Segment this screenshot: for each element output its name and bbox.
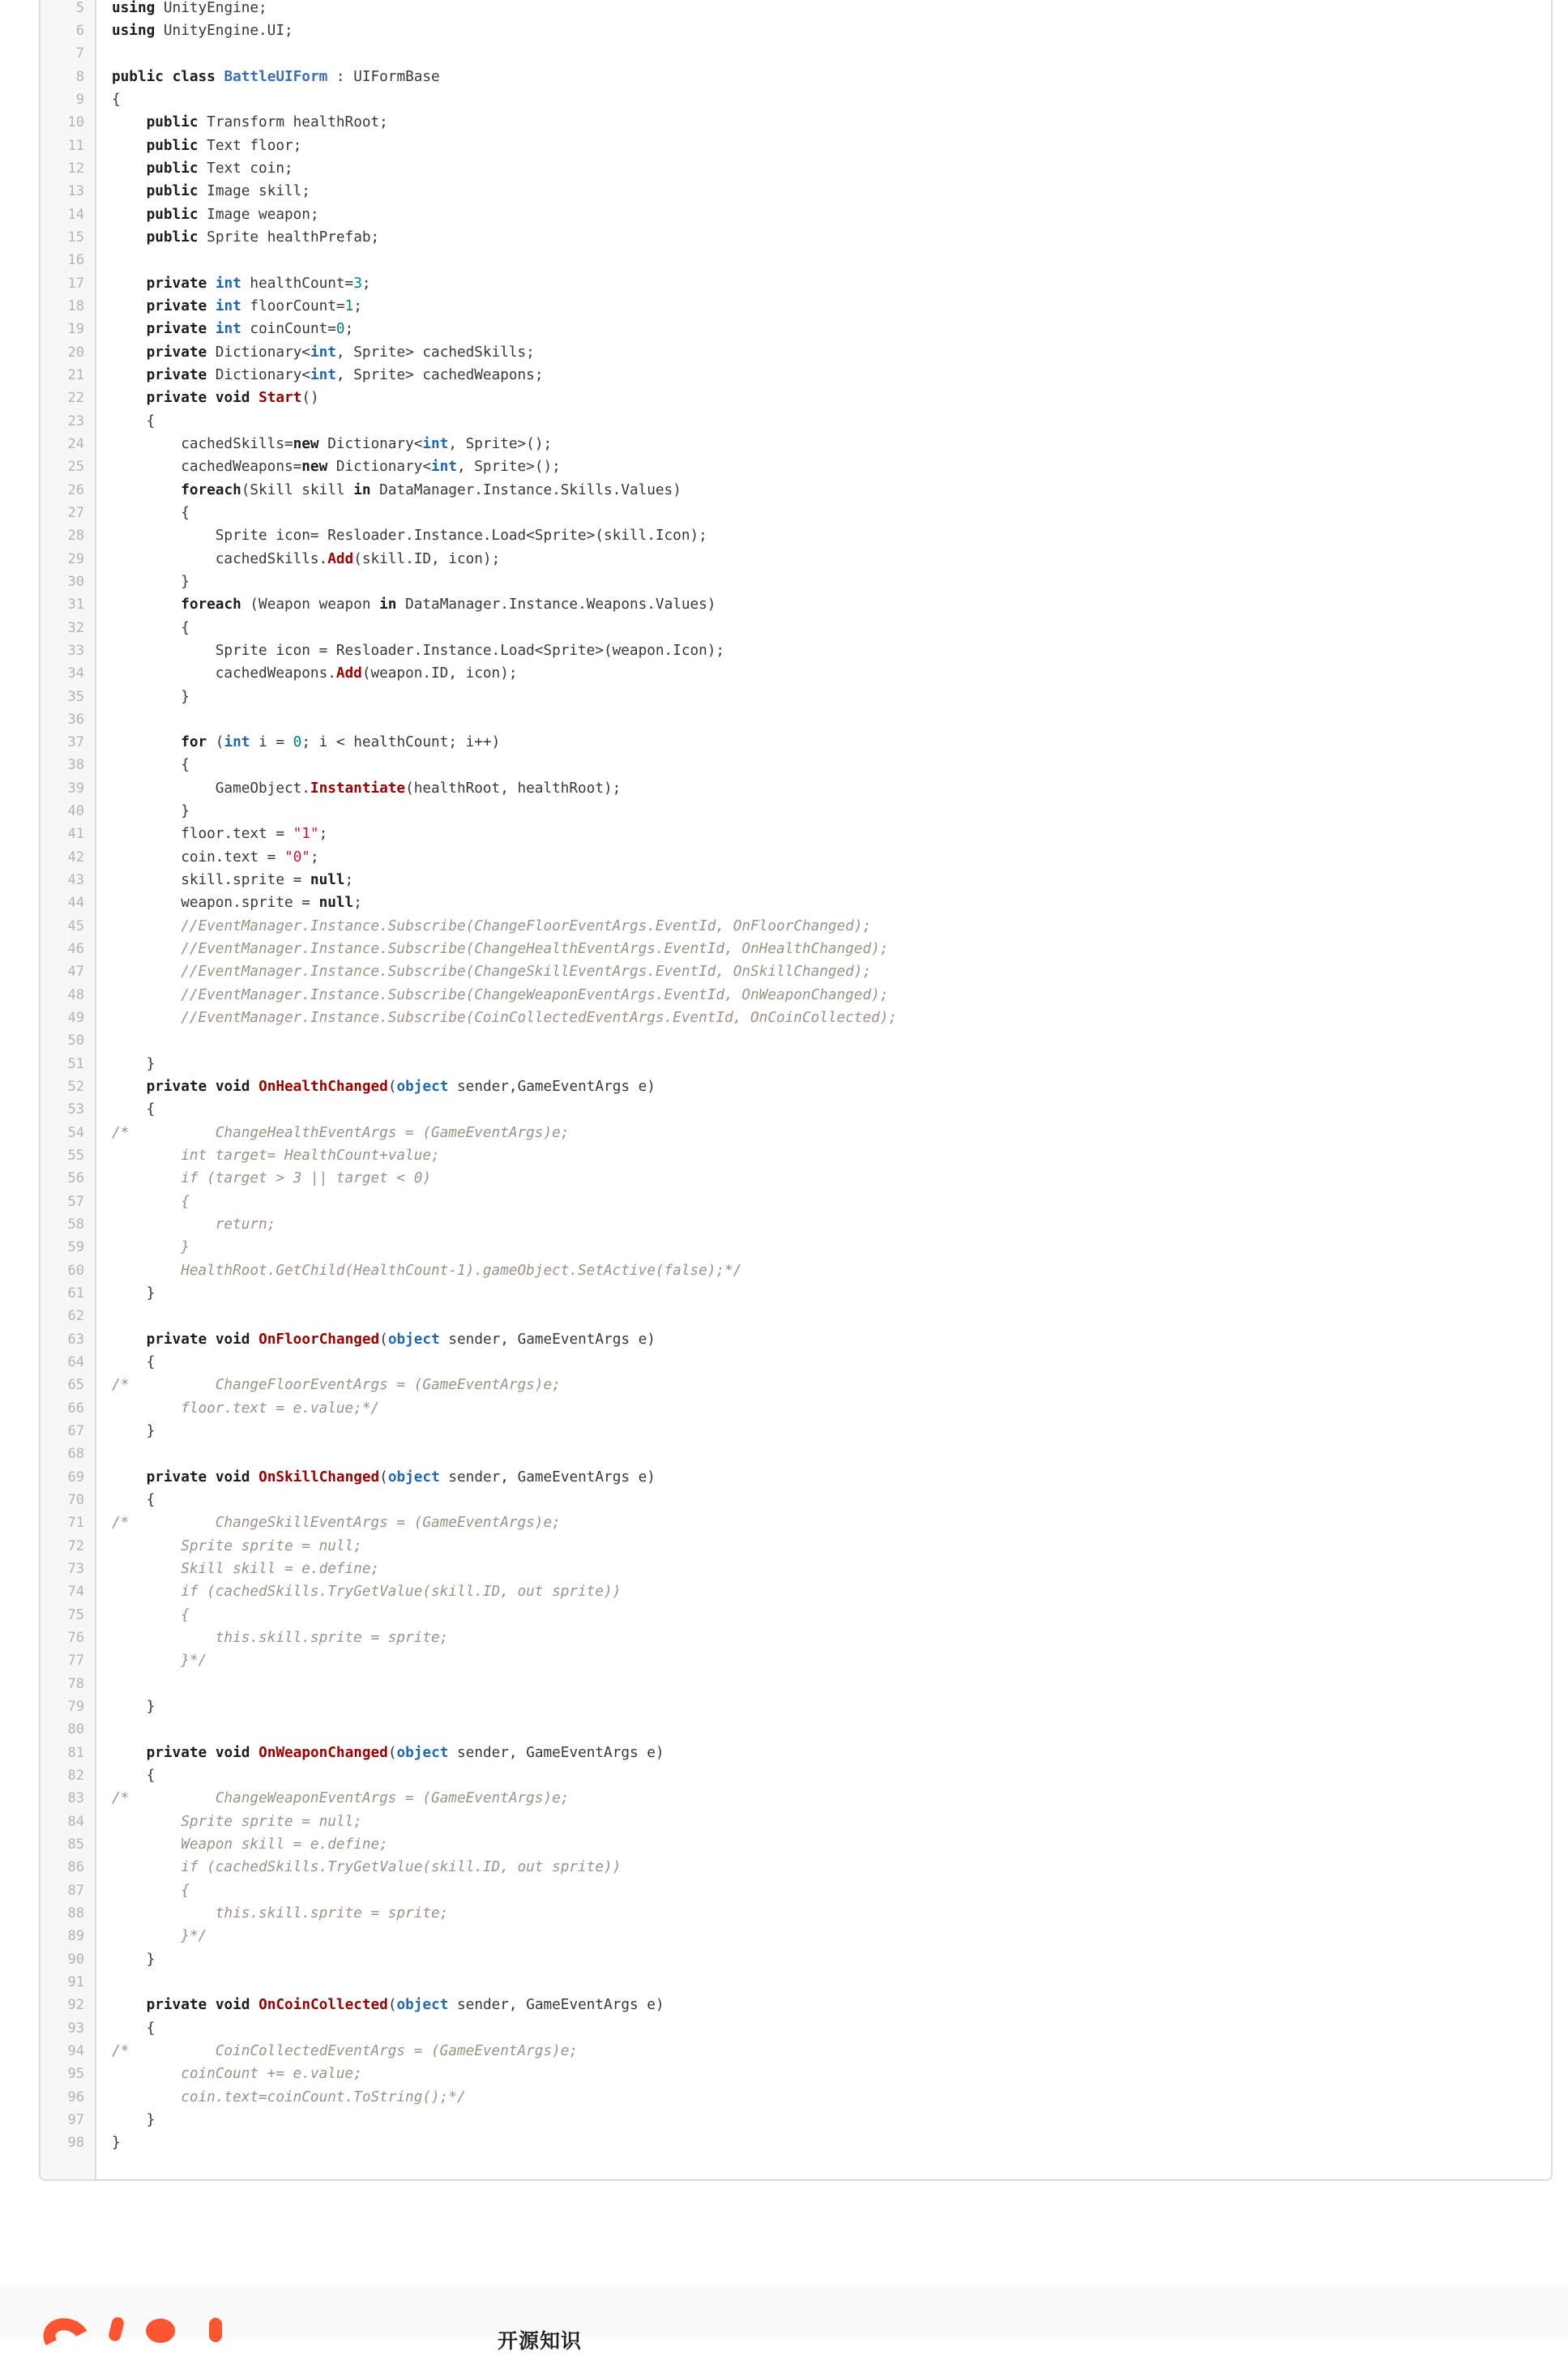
- line-number: 10: [67, 114, 84, 131]
- line-number: 98: [67, 2135, 84, 2152]
- code-line-content: {: [112, 619, 190, 636]
- line-number: 42: [67, 849, 84, 866]
- code-line: [41, 593, 1551, 616]
- code-line: [41, 318, 1551, 340]
- code-line: [41, 2017, 1551, 2040]
- code-line: [41, 639, 1551, 662]
- line-number: 62: [67, 1308, 84, 1325]
- code-line: [41, 708, 1551, 731]
- code-line: [41, 433, 1551, 455]
- code-line: [41, 203, 1551, 226]
- line-number: 77: [67, 1652, 84, 1669]
- code-line: [41, 0, 1551, 19]
- code-line: [41, 1374, 1551, 1396]
- code-line-content: Sprite icon = Resloader.Instance.Load<Sprite>(weapon.Icon);: [112, 642, 725, 659]
- code-line: [41, 571, 1551, 593]
- code-line: [41, 2086, 1551, 2109]
- code-line: [41, 1397, 1551, 1420]
- line-number: 76: [67, 1629, 84, 1646]
- code-line-content: //EventManager.Instance.Subscribe(ChangeFloorEventArgs.EventId, OnFloorChanged);: [181, 917, 872, 934]
- line-number: 23: [67, 413, 84, 430]
- line-number: 28: [67, 528, 84, 545]
- line-number: 61: [67, 1285, 84, 1302]
- line-number: 73: [67, 1560, 84, 1577]
- code-line: [41, 1718, 1551, 1741]
- code-line-content: [95, 1971, 1551, 1994]
- code-line: [41, 1443, 1551, 1465]
- line-number: 18: [67, 297, 84, 314]
- line-number: 8: [75, 68, 84, 85]
- code-line-content: cachedSkills=new Dictionary<int, Sprite>();: [112, 435, 553, 452]
- line-number: 5: [75, 0, 84, 16]
- code-line-content: [95, 1029, 1551, 1052]
- code-line-content: coinCount += e.value;: [112, 2066, 362, 2083]
- code-line-content: {: [112, 1101, 156, 1118]
- code-line: [41, 2040, 1551, 2063]
- code-line: [41, 387, 1551, 409]
- line-number: 29: [67, 550, 84, 567]
- line-number: 87: [67, 1882, 84, 1899]
- code-line: [41, 1511, 1551, 1534]
- line-number: 80: [67, 1721, 84, 1738]
- code-line: [41, 1098, 1551, 1121]
- line-number: 84: [67, 1813, 84, 1830]
- line-number: 6: [75, 22, 84, 39]
- line-number: 52: [67, 1079, 84, 1096]
- line-number: 88: [67, 1904, 84, 1922]
- code-line: [41, 984, 1551, 1007]
- code-line: [41, 1879, 1551, 1902]
- code-line-content: [95, 1718, 1551, 1741]
- line-number: 34: [67, 665, 84, 682]
- line-number: 70: [67, 1491, 84, 1508]
- line-number: 94: [67, 2042, 84, 2059]
- code-line-content: {: [112, 91, 121, 108]
- line-number: 55: [67, 1148, 84, 1165]
- code-line-content: cachedWeapons.Add(weapon.ID, icon);: [112, 665, 518, 682]
- code-line-content: [95, 249, 1551, 271]
- line-number: 7: [75, 45, 84, 62]
- code-line: [41, 1833, 1551, 1856]
- line-number: 26: [67, 481, 84, 498]
- code-line: [41, 2063, 1551, 2085]
- line-number: 72: [67, 1537, 84, 1554]
- line-number: 68: [67, 1446, 84, 1463]
- code-line: [41, 295, 1551, 318]
- code-line-content: for (int i = 0; i < healthCount; i++): [181, 734, 501, 751]
- code-line: [41, 1535, 1551, 1558]
- code-line-content: Weapon skill = e.define;: [112, 1836, 388, 1853]
- line-number: 16: [67, 252, 84, 269]
- code-line-content: public class BattleUIForm : UIFormBase: [112, 68, 440, 85]
- line-number: 33: [67, 642, 84, 659]
- code-line: [41, 272, 1551, 295]
- line-number: 30: [67, 573, 84, 590]
- line-number: 85: [67, 1836, 84, 1853]
- code-line: [41, 1695, 1551, 1718]
- line-number: 27: [67, 504, 84, 521]
- code-line: [41, 915, 1551, 938]
- line-number: 74: [67, 1584, 84, 1601]
- line-number: 20: [67, 344, 84, 361]
- code-line-content: private void OnWeaponChanged(object sender, GameEventArgs e): [146, 1744, 664, 1761]
- line-number: 63: [67, 1331, 84, 1348]
- code-line-content: {: [112, 413, 156, 430]
- code-line: [41, 1580, 1551, 1603]
- line-number: 11: [67, 137, 84, 154]
- code-line-content: }: [112, 2111, 156, 2128]
- code-line: [41, 180, 1551, 203]
- code-line: [41, 1742, 1551, 1764]
- line-number: 32: [67, 619, 84, 636]
- line-number: 59: [67, 1239, 84, 1256]
- line-number: 96: [67, 2088, 84, 2105]
- csdn-logo-c-arc-icon: [38, 2312, 95, 2364]
- page-footer: [0, 2287, 1568, 2353]
- line-number: 69: [67, 1468, 84, 1486]
- code-line: [41, 2131, 1551, 2154]
- code-line: [41, 869, 1551, 891]
- code-line-content: GameObject.Instantiate(healthRoot, healthRoot);: [112, 780, 622, 797]
- code-line: [41, 1673, 1551, 1695]
- line-number: 79: [67, 1698, 84, 1715]
- code-line: [41, 1764, 1551, 1787]
- code-line-content: }: [112, 803, 190, 820]
- code-line-content: private void OnSkillChanged(object sender, GameEventArgs e): [146, 1468, 656, 1486]
- code-line-content: }: [112, 1698, 156, 1715]
- line-number: 95: [67, 2066, 84, 2083]
- code-line-content: [95, 708, 1551, 731]
- code-line-content: cachedSkills.Add(skill.ID, icon);: [112, 550, 501, 567]
- line-number: 54: [67, 1124, 84, 1141]
- code-line: [41, 1948, 1551, 1971]
- code-line-content: {: [112, 1882, 190, 1899]
- code-line-content: weapon.sprite = null;: [112, 895, 362, 912]
- code-line-content: cachedWeapons=new Dictionary<int, Sprite>();: [112, 459, 561, 476]
- line-number: 53: [67, 1101, 84, 1118]
- line-number: 66: [67, 1400, 84, 1417]
- code-line: [41, 1466, 1551, 1489]
- line-number: 82: [67, 1767, 84, 1784]
- code-line-content: Sprite sprite = null;: [112, 1537, 362, 1554]
- code-line-content: //EventManager.Instance.Subscribe(ChangeWeaponEventArgs.EventId, OnWeaponChanged);: [181, 986, 889, 1003]
- line-number: 57: [67, 1193, 84, 1210]
- code-line: [41, 1328, 1551, 1351]
- code-lines: [41, 0, 1551, 2179]
- line-number: 12: [67, 160, 84, 177]
- line-number: 19: [67, 321, 84, 338]
- code-line-content: /* ChangeSkillEventArgs = (GameEventArgs)e;: [112, 1515, 561, 1532]
- code-line: [41, 1971, 1551, 1994]
- line-number: 56: [67, 1170, 84, 1187]
- code-line-content: }: [112, 1055, 156, 1072]
- code-line-content: skill.sprite = null;: [112, 872, 354, 889]
- code-block: [39, 0, 1553, 2181]
- code-line: [41, 1007, 1551, 1029]
- code-line-content: int target= HealthCount+value;: [112, 1148, 440, 1165]
- csdn-logo-letter-icon: [146, 2319, 175, 2343]
- code-line: [41, 1122, 1551, 1144]
- line-number: 64: [67, 1354, 84, 1371]
- line-number: 36: [67, 711, 84, 728]
- code-line-content: [95, 1305, 1551, 1327]
- code-line-content: }: [112, 688, 190, 705]
- line-number: 93: [67, 2020, 84, 2037]
- line-number: 75: [67, 1606, 84, 1623]
- code-line: [41, 1558, 1551, 1580]
- line-number: 49: [67, 1010, 84, 1027]
- code-line-content: public Text floor;: [146, 137, 302, 154]
- csdn-logo-letter-icon: [209, 2318, 222, 2342]
- code-line-content: public Image weapon;: [146, 206, 319, 223]
- code-line-content: this.skill.sprite = sprite;: [112, 1629, 449, 1646]
- line-number: 13: [67, 183, 84, 200]
- code-line-content: //EventManager.Instance.Subscribe(ChangeSkillEventArgs.EventId, OnSkillChanged);: [181, 964, 872, 981]
- code-line: [41, 524, 1551, 547]
- code-line-content: {: [112, 1354, 156, 1371]
- line-number: 60: [67, 1262, 84, 1279]
- line-number: 65: [67, 1377, 84, 1394]
- code-line: [41, 19, 1551, 42]
- line-number: 81: [67, 1744, 84, 1761]
- code-line: [41, 800, 1551, 823]
- code-line-content: private void OnFloorChanged(object sender, GameEventArgs e): [146, 1331, 656, 1348]
- code-line-content: coin.text=coinCount.ToString();*/: [112, 2088, 466, 2105]
- code-line-content: /* CoinCollectedEventArgs = (GameEventArgs)e;: [112, 2042, 579, 2059]
- code-line: [41, 1191, 1551, 1213]
- code-line: [41, 1994, 1551, 2016]
- code-line: [41, 1902, 1551, 1925]
- line-number: 86: [67, 1859, 84, 1876]
- code-line-content: {: [112, 1193, 190, 1210]
- code-line: [41, 1144, 1551, 1167]
- code-line: [41, 410, 1551, 433]
- code-line: [41, 731, 1551, 754]
- code-line-content: Sprite icon= Resloader.Instance.Load<Sprite>(skill.Icon);: [112, 528, 707, 545]
- code-line-content: {: [112, 1767, 156, 1784]
- code-line: [41, 1351, 1551, 1374]
- code-line: [41, 1925, 1551, 1947]
- code-line-content: return;: [112, 1216, 276, 1233]
- line-number: 37: [67, 734, 84, 751]
- code-line-content: }: [112, 2135, 121, 2152]
- code-line: [41, 1420, 1551, 1443]
- code-line-content: private Dictionary<int, Sprite> cachedSkills;: [146, 344, 535, 361]
- code-line: [41, 66, 1551, 88]
- code-line-content: }: [112, 1951, 156, 1968]
- code-line-content: {: [112, 2020, 156, 2037]
- code-line-content: private void OnCoinCollected(object sender, GameEventArgs e): [146, 1997, 664, 2014]
- line-number: 15: [67, 229, 84, 246]
- code-line: [41, 846, 1551, 869]
- code-line: [41, 777, 1551, 800]
- code-line: [41, 823, 1551, 845]
- code-line: [41, 135, 1551, 157]
- code-line: [41, 226, 1551, 249]
- line-number: 58: [67, 1216, 84, 1233]
- code-line: [41, 111, 1551, 134]
- code-line-content: }: [112, 1239, 190, 1256]
- code-line: [41, 1053, 1551, 1075]
- line-number: 43: [67, 872, 84, 889]
- code-line-content: {: [112, 757, 190, 774]
- code-line-content: {: [112, 1491, 156, 1508]
- line-number: 9: [75, 91, 84, 108]
- code-line: [41, 157, 1551, 180]
- code-line-content: Skill skill = e.define;: [112, 1560, 380, 1577]
- line-number: 44: [67, 895, 84, 912]
- footer-nav-item[interactable]: 开源知识: [498, 2330, 583, 2353]
- code-line: [41, 938, 1551, 960]
- code-line: [41, 1282, 1551, 1305]
- code-line-content: /* ChangeFloorEventArgs = (GameEventArgs)e;: [112, 1377, 561, 1394]
- code-line-content: private void OnHealthChanged(object sender,GameEventArgs e): [146, 1079, 656, 1096]
- code-line: [41, 686, 1551, 708]
- code-line: [41, 88, 1551, 111]
- csdn-logo-letter-icon: [108, 2316, 126, 2343]
- code-line-content: [95, 1443, 1551, 1465]
- code-line: [41, 617, 1551, 639]
- code-line: [41, 479, 1551, 502]
- line-number: 51: [67, 1055, 84, 1072]
- csdn-logo[interactable]: [0, 2287, 292, 2337]
- line-number: 38: [67, 757, 84, 774]
- code-line: [41, 364, 1551, 387]
- code-line: [41, 341, 1551, 364]
- code-line: [41, 662, 1551, 685]
- code-line-content: foreach (Weapon weapon in DataManager.Instance.Weapons.Values): [181, 596, 716, 613]
- line-number: 22: [67, 390, 84, 407]
- code-line-content: if (cachedSkills.TryGetValue(skill.ID, out sprite)): [112, 1859, 622, 1876]
- code-line: [41, 1236, 1551, 1259]
- code-line-content: public Image skill;: [146, 183, 310, 200]
- code-line: [41, 455, 1551, 478]
- line-number: 41: [67, 826, 84, 843]
- line-number: 21: [67, 366, 84, 383]
- code-line: [41, 1489, 1551, 1511]
- line-number: 31: [67, 596, 84, 613]
- line-number: 92: [67, 1997, 84, 2014]
- code-line-content: Sprite sprite = null;: [112, 1813, 362, 1830]
- code-line-content: public Sprite healthPrefab;: [146, 229, 380, 246]
- code-line-content: }: [112, 573, 190, 590]
- line-number: 14: [67, 206, 84, 223]
- line-number: 17: [67, 275, 84, 292]
- code-line-content: foreach(Skill skill in DataManager.Instance.Skills.Values): [181, 481, 681, 498]
- code-line: [41, 1213, 1551, 1236]
- line-number: 91: [67, 1973, 84, 1990]
- code-line-content: using UnityEngine.UI;: [112, 22, 293, 39]
- code-line: [41, 1627, 1551, 1649]
- line-number: 40: [67, 803, 84, 820]
- code-line: [41, 1604, 1551, 1627]
- code-line-content: private int floorCount=1;: [146, 297, 362, 314]
- code-line-content: coin.text = "0";: [112, 849, 319, 866]
- code-line: [41, 891, 1551, 914]
- code-line-content: HealthRoot.GetChild(HealthCount-1).gameObject.SetActive(false);*/: [112, 1262, 742, 1279]
- line-number: 50: [67, 1032, 84, 1049]
- code-line: [41, 1029, 1551, 1052]
- code-line-content: floor.text = "1";: [112, 826, 328, 843]
- code-line: [41, 548, 1551, 571]
- code-line-content: public Transform healthRoot;: [146, 114, 388, 131]
- code-line: [41, 754, 1551, 776]
- code-line-content: }*/: [112, 1928, 207, 1945]
- code-line: [41, 42, 1551, 65]
- line-number: 67: [67, 1423, 84, 1439]
- code-line-content: //EventManager.Instance.Subscribe(CoinCollectedEventArgs.EventId, OnCoinCollected);: [181, 1010, 898, 1027]
- code-line-content: floor.text = e.value;*/: [112, 1400, 380, 1417]
- code-line: [41, 1787, 1551, 1810]
- line-number: 78: [67, 1675, 84, 1692]
- code-line: [41, 1856, 1551, 1879]
- line-number: 89: [67, 1928, 84, 1945]
- code-line-content: /* ChangeWeaponEventArgs = (GameEventArgs)e;: [112, 1790, 570, 1807]
- code-line-content: }*/: [112, 1652, 207, 1669]
- code-line: [41, 502, 1551, 524]
- line-number: 25: [67, 459, 84, 476]
- code-line: [41, 1075, 1551, 1098]
- code-line-content: /* ChangeHealthEventArgs = (GameEventArgs)e;: [112, 1124, 570, 1141]
- code-line: [41, 1167, 1551, 1190]
- code-line-content: private int healthCount=3;: [146, 275, 371, 292]
- code-line-content: }: [112, 1423, 156, 1439]
- line-number: 39: [67, 780, 84, 797]
- code-line-content: private Dictionary<int, Sprite> cachedWeapons;: [146, 366, 544, 383]
- line-number: 47: [67, 964, 84, 981]
- code-line-content: //EventManager.Instance.Subscribe(ChangeHealthEventArgs.EventId, OnHealthChanged);: [181, 941, 889, 958]
- line-number: 35: [67, 688, 84, 705]
- code-line: [41, 2109, 1551, 2131]
- code-line-content: public Text coin;: [146, 160, 293, 177]
- line-number: 90: [67, 1951, 84, 1968]
- code-line-content: }: [112, 1285, 156, 1302]
- code-line-content: private int coinCount=0;: [146, 321, 354, 338]
- line-number: 83: [67, 1790, 84, 1807]
- code-line-content: if (cachedSkills.TryGetValue(skill.ID, out sprite)): [112, 1584, 622, 1601]
- line-number: 46: [67, 941, 84, 958]
- code-line-content: {: [112, 1606, 190, 1623]
- code-line: [41, 249, 1551, 271]
- code-line-content: using UnityEngine;: [112, 0, 267, 16]
- code-line: [41, 1259, 1551, 1282]
- code-line-content: {: [112, 504, 190, 521]
- line-number: 45: [67, 917, 84, 934]
- code-line: [41, 1810, 1551, 1833]
- line-number: 48: [67, 986, 84, 1003]
- code-line-content: this.skill.sprite = sprite;: [112, 1904, 449, 1922]
- code-line-content: if (target > 3 || target < 0): [112, 1170, 432, 1187]
- code-line-content: private void Start(): [146, 390, 319, 407]
- code-line: [41, 960, 1551, 983]
- line-number: 97: [67, 2111, 84, 2128]
- code-line: [41, 1305, 1551, 1327]
- line-number: 24: [67, 435, 84, 452]
- code-line-content: [95, 1673, 1551, 1695]
- line-number: 71: [67, 1515, 84, 1532]
- code-line: [41, 1649, 1551, 1672]
- code-line-content: [95, 42, 1551, 65]
